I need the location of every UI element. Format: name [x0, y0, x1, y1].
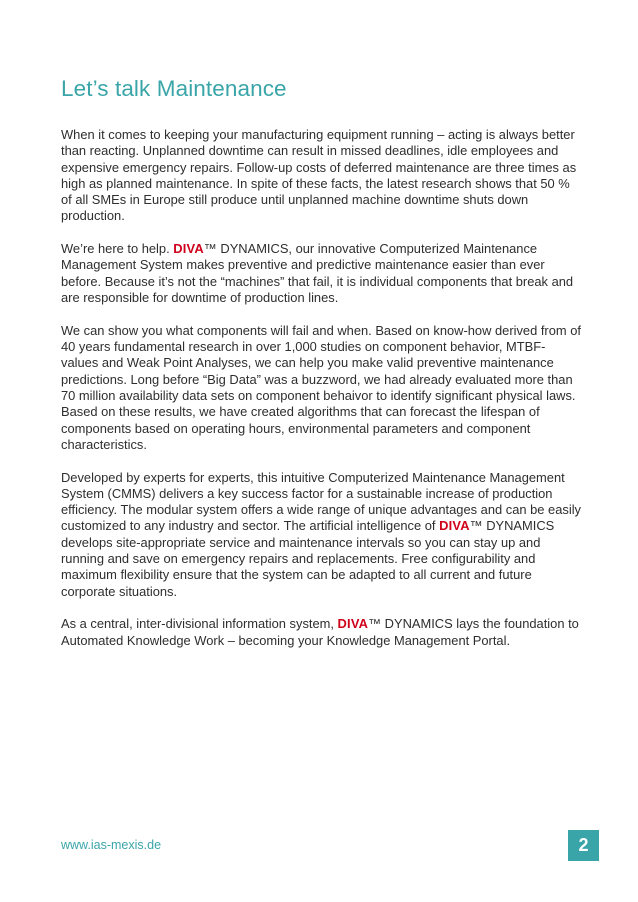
paragraph-help-lead: We’re here to help. [61, 241, 174, 257]
page-number-badge: 2 [568, 830, 599, 861]
body-text [61, 127, 581, 665]
paragraph-central-lead: As a central, inter-divisional information system, [61, 616, 338, 632]
paragraph-experts-lead: Developed by experts for experts, this intuitive Computerized Maintenance Management System (CMMS) delivers a key success factor for a sustainable increase of production efficiency. The modular system offers a wide range of unique advantages and can be easily customized to any industry and sector. The artificial intelligence of [61, 469, 581, 534]
brand-suffix: ™ DYNAMICS [203, 241, 289, 257]
paragraph-help-rest: , our innovative Computerized Maintenance Management System makes preventive and predictive maintenance easier than ever before. Because it’s not the “machines” that fail, it is individual components that break and are responsible for downtime of production lines. [61, 241, 574, 306]
brand-name: DIVA [173, 241, 204, 257]
paragraph-experts-rest: develops site-appropriate service and maintenance intervals so you can stay up and running and save on emergency repairs and replacements. Free configurability and maximum flexibility ensure that the system can be adapted to all current and future corporate situations. [61, 534, 541, 599]
brand-name: DIVA [337, 616, 369, 632]
paragraph-central-rest: lays the foundation to Automated Knowledge Work – becoming your Knowledge Management Portal. [61, 616, 579, 648]
paragraph-experts [61, 470, 581, 600]
paragraph-central [61, 616, 581, 649]
paragraph-help [61, 241, 581, 306]
brand-suffix: ™ DYNAMICS [368, 616, 453, 632]
page-title: Let’s talk Maintenance [61, 76, 287, 101]
brand-suffix: ™ DYNAMICS [469, 518, 555, 534]
footer-website-link[interactable]: www.ias-mexis.de [61, 838, 162, 852]
paragraph-research: We can show you what components will fail and when. Based on know-how derived from of 40 years fundamental research in over 1,000 studies on component behavior, MTBF-values and Weak Point Analyses, we can help you make valid preventive maintenance predictions. Long before “Big Data” was a buzzword, we had already evaluated more than 70 million availability data sets on component behaivor to identify significant physical laws. Based on these results, we have created algorithms that can forecast the lifespan of components based on operating hours, environmental parameters and component characteristics. [61, 322, 581, 452]
brand-name: DIVA [439, 518, 470, 534]
paragraph-intro: When it comes to keeping your manufacturing equipment running – acting is always better than reacting. Unplanned downtime can result in missed deadlines, idle employees and expensive emergency repairs. Follow-up costs of deferred maintenance are three times as high as planned maintenance. In spite of these facts, the latest research shows that 50 % of all SMEs in Europe still produce until unplanned machine downtime shuts down production. [61, 127, 577, 224]
